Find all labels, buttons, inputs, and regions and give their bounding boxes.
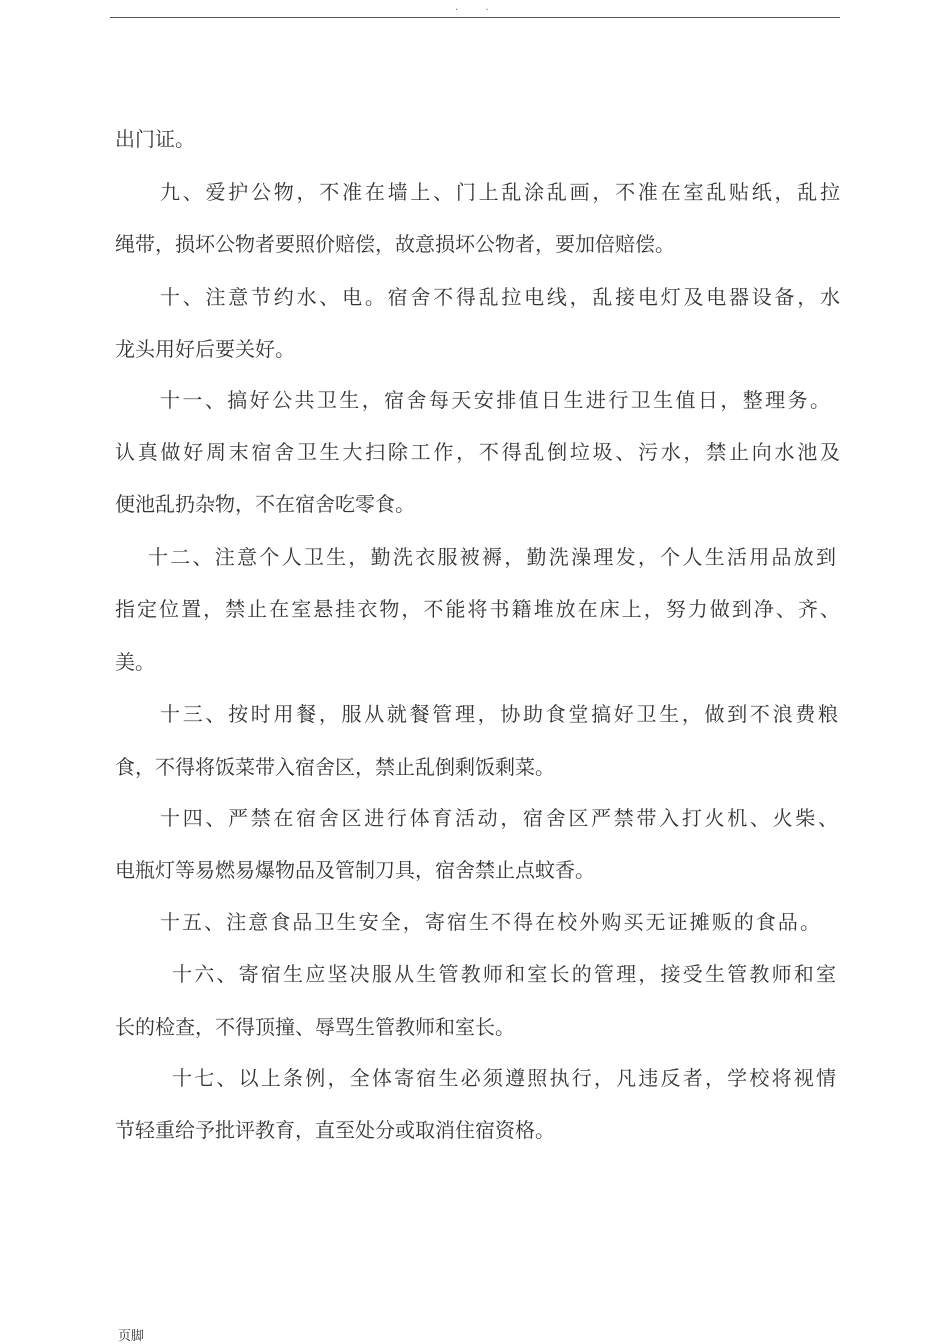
text-line: 节轻重给予批评教育，直至处分或取消住宿资格。 [115,1118,555,1142]
text-line: 食，不得将饭菜带入宿舍区，禁止乱倒剩饭剩菜。 [115,755,555,779]
text-line: 十三、按时用餐，服从就餐管理，协助食堂搞好卫生，做到不浪费粮 [160,702,838,726]
header-rule [110,17,840,18]
text-line: 十七、以上条例，全体寄宿生必须遵照执行，凡违反者，学校将视情 [172,1066,836,1090]
text-line: 九、爱护公物，不准在墙上、门上乱涂乱画，不准在室乱贴纸，乱拉 [160,180,840,204]
text-line: 认真做好周末宿舍卫生大扫除工作，不得乱倒垃圾、污水，禁止向水池及 [115,440,840,464]
text-line: 电瓶灯等易燃易爆物品及管制刀具，宿舍禁止点蚊香。 [115,858,595,882]
text-line: 十六、寄宿生应坚决服从生管教师和室长的管理，接受生管教师和室 [172,962,836,986]
text-line: 指定位置，禁止在室悬挂衣物，不能将书籍堆放在床上，努力做到净、齐、 [115,597,840,621]
header-marks: . . [455,2,501,13]
text-line: 十、注意节约水、电。宿舍不得乱拉电线，乱接电灯及电器设备，水 [160,285,840,309]
text-line: 美。 [115,650,155,674]
page-footer: 页脚 [118,1329,145,1344]
text-line: 出门证。 [115,127,195,151]
text-line: 十一、搞好公共卫生，宿舍每天安排值日生进行卫生值日，整理务。 [160,388,830,412]
text-line: 十二、注意个人卫生，勤洗衣服被褥，勤洗澡理发，个人生活用品放到 [148,545,836,569]
text-line: 便池乱扔杂物，不在宿舍吃零食。 [115,492,415,516]
text-line: 龙头用好后要关好。 [115,337,295,361]
text-line: 十五、注意食品卫生安全，寄宿生不得在校外购买无证摊贩的食品。 [160,910,820,934]
text-line: 十四、严禁在宿舍区进行体育活动，宿舍区严禁带入打火机、火柴、 [160,806,838,830]
text-line: 绳带，损坏公物者要照价赔偿，故意损坏公物者，要加倍赔偿。 [115,232,675,256]
text-line: 长的检查，不得顶撞、辱骂生管教师和室长。 [115,1015,515,1039]
